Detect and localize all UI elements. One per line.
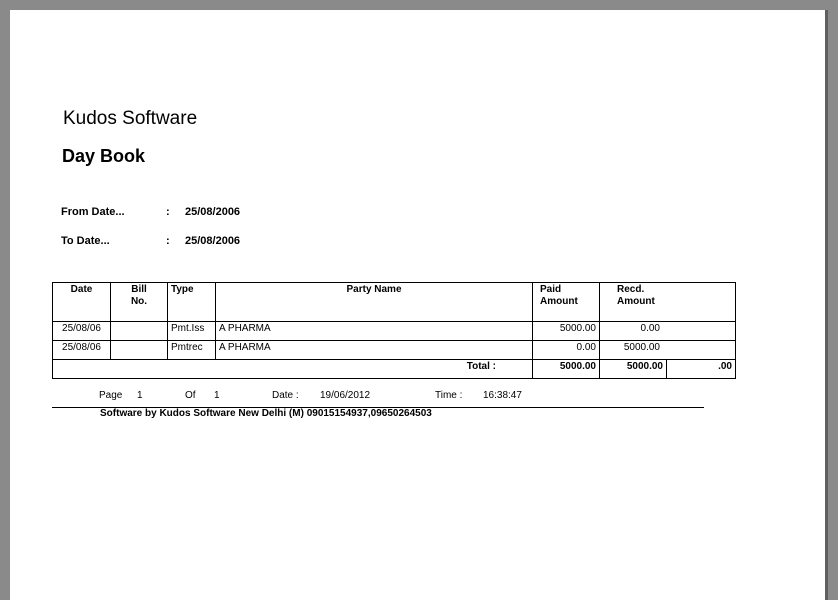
header-recd-amount: Recd. Amount (600, 283, 736, 322)
company-name: Kudos Software (63, 108, 198, 129)
total-balance: .00 (667, 360, 736, 379)
footer-page-label: Page (99, 390, 123, 401)
total-recd: 5000.00 (600, 360, 667, 379)
report-title: Day Book (62, 146, 146, 166)
from-date-value: 25/08/2006 (185, 206, 241, 218)
report-page (10, 10, 825, 600)
table-header-row (53, 283, 736, 322)
cell-paid-amount: 5000.00 (533, 322, 600, 341)
cell-recd-amount: 5000.00 (600, 341, 736, 360)
table-row (53, 341, 736, 360)
cell-party-name: A PHARMA (216, 341, 533, 360)
cell-type: Pmtrec (168, 341, 216, 360)
to-date-value: 25/08/2006 (185, 235, 241, 247)
day-book-table (52, 282, 736, 379)
footer-of-value: 1 (214, 390, 220, 401)
total-label: Total : (53, 360, 533, 379)
to-date-separator: : (166, 235, 170, 247)
footer-date-label: Date : (272, 390, 299, 401)
header-party-name: Party Name (216, 283, 533, 322)
header-paid-amount: Paid Amount (533, 283, 600, 322)
cell-bill-no (111, 341, 168, 360)
footer-time-label: Time : (435, 390, 463, 401)
from-date-label: From Date... (61, 206, 125, 218)
footer-page-value: 1 (137, 390, 143, 401)
cell-party-name: A PHARMA (216, 322, 533, 341)
header-bill-no: Bill No. (111, 283, 168, 322)
cell-recd-amount: 0.00 (600, 322, 736, 341)
total-row (53, 360, 736, 379)
software-credit: Software by Kudos Software New Delhi (M) 09015154937,09650264503 (100, 408, 432, 419)
cell-paid-amount: 0.00 (533, 341, 600, 360)
footer-time-value: 16:38:47 (483, 390, 522, 401)
cell-date: 25/08/06 (53, 322, 111, 341)
to-date-label: To Date... (61, 235, 110, 247)
cell-type: Pmt.Iss (168, 322, 216, 341)
footer-date-value: 19/06/2012 (320, 390, 371, 401)
header-date: Date (53, 283, 111, 322)
total-paid: 5000.00 (533, 360, 600, 379)
table-row (53, 322, 736, 341)
cell-date: 25/08/06 (53, 341, 111, 360)
from-date-separator: : (166, 206, 170, 218)
footer-of-label: Of (185, 390, 196, 401)
cell-bill-no (111, 322, 168, 341)
header-type: Type (168, 283, 216, 322)
